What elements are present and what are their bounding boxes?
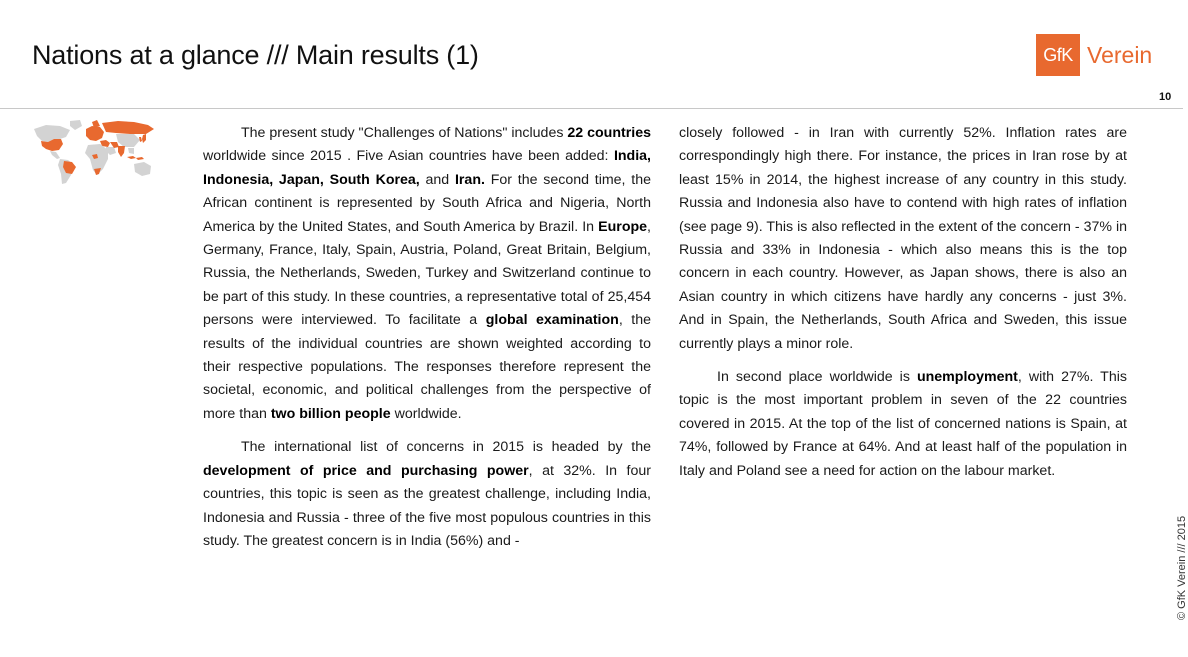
emphasis-text: two billion people [270, 405, 391, 422]
paragraph: The international list of concerns in 2015 is headed by the development of price and purchasing power, at 32%. In four countries, this topic is seen as the greatest challenge, including India, Indonesia and Russia - three of the five most populous countries in this study. The greatest concern is in India (56%) and - [203, 439, 651, 549]
header-divider [0, 108, 1183, 109]
emphasis-text: development of price and purchasing power [203, 462, 529, 479]
world-map-icon [30, 117, 160, 187]
page-title: Nations at a glance /// Main results (1) [32, 40, 479, 70]
paragraph: In second place worldwide is unemployment, with 27%. This topic is the most important problem in seven of the 22 countries covered in 2015. At the top of the list of concerned nations is Spain, at 74%, followed by France at 64%. And at least half of the population in Italy and Poland see a need for action on the labour market. [679, 369, 1127, 479]
body-column-right [679, 122, 1127, 483]
emphasis-text: Iran. [454, 171, 485, 188]
logo-text: Verein [1087, 41, 1153, 68]
emphasis-text: global examination [485, 312, 619, 329]
copyright-notice: © GfK Verein /// 2015 [1176, 515, 1188, 620]
emphasis-text: 22 countries [567, 125, 651, 141]
paragraph: closely followed - in Iran with currently 52%. Inflation rates are correspondingly high there. For instance, the prices in Iran rose by at least 15% in 2014, the highest increase of any country in this study. Russia and Indonesia also have to contend with high rates of inflation (see page 9). This is also reflected in the extent of the concern - 37% in Russia and 33% in Indonesia - which also means this is the top concern in each country. However, as Japan shows, there is also an Asian country in which citizens have hardly any concerns - just 3%. And in Spain, the Netherlands, South Africa and Sweden, this issue currently plays a minor role. [679, 125, 1127, 352]
body-column-left [203, 122, 651, 553]
gfk-logo-mark: GfK [1036, 34, 1080, 76]
emphasis-text: unemployment [916, 369, 1018, 386]
page-number: 10 [1159, 91, 1172, 103]
gfk-verein-logo [1036, 34, 1152, 76]
paragraph: The present study "Challenges of Nations" includes 22 countries worldwide since 2015 . Five Asian countries have been added: India, Indonesia, Japan, South Korea, and Iran. For the second time, the African continent is represented by South Africa and Nigeria, North America by the United States, and South America by Brazil. In Europe, Germany, France, Italy, Spain, Austria, Poland, Great Britain, Belgium, Russia, the Netherlands, Sweden, Turkey and Switzerland continue to be part of this study. In these countries, a representative total of 25,454 persons were interviewed. To facilitate a global examination, the results of the individual countries are shown weighted according to their respective populations. The responses therefore represent the societal, economic, and political challenges from the perspective of more than two billion people worldwide. [203, 125, 651, 422]
emphasis-text: India, Indonesia, Japan, South Korea, [203, 148, 651, 188]
emphasis-text: Europe [598, 218, 648, 235]
